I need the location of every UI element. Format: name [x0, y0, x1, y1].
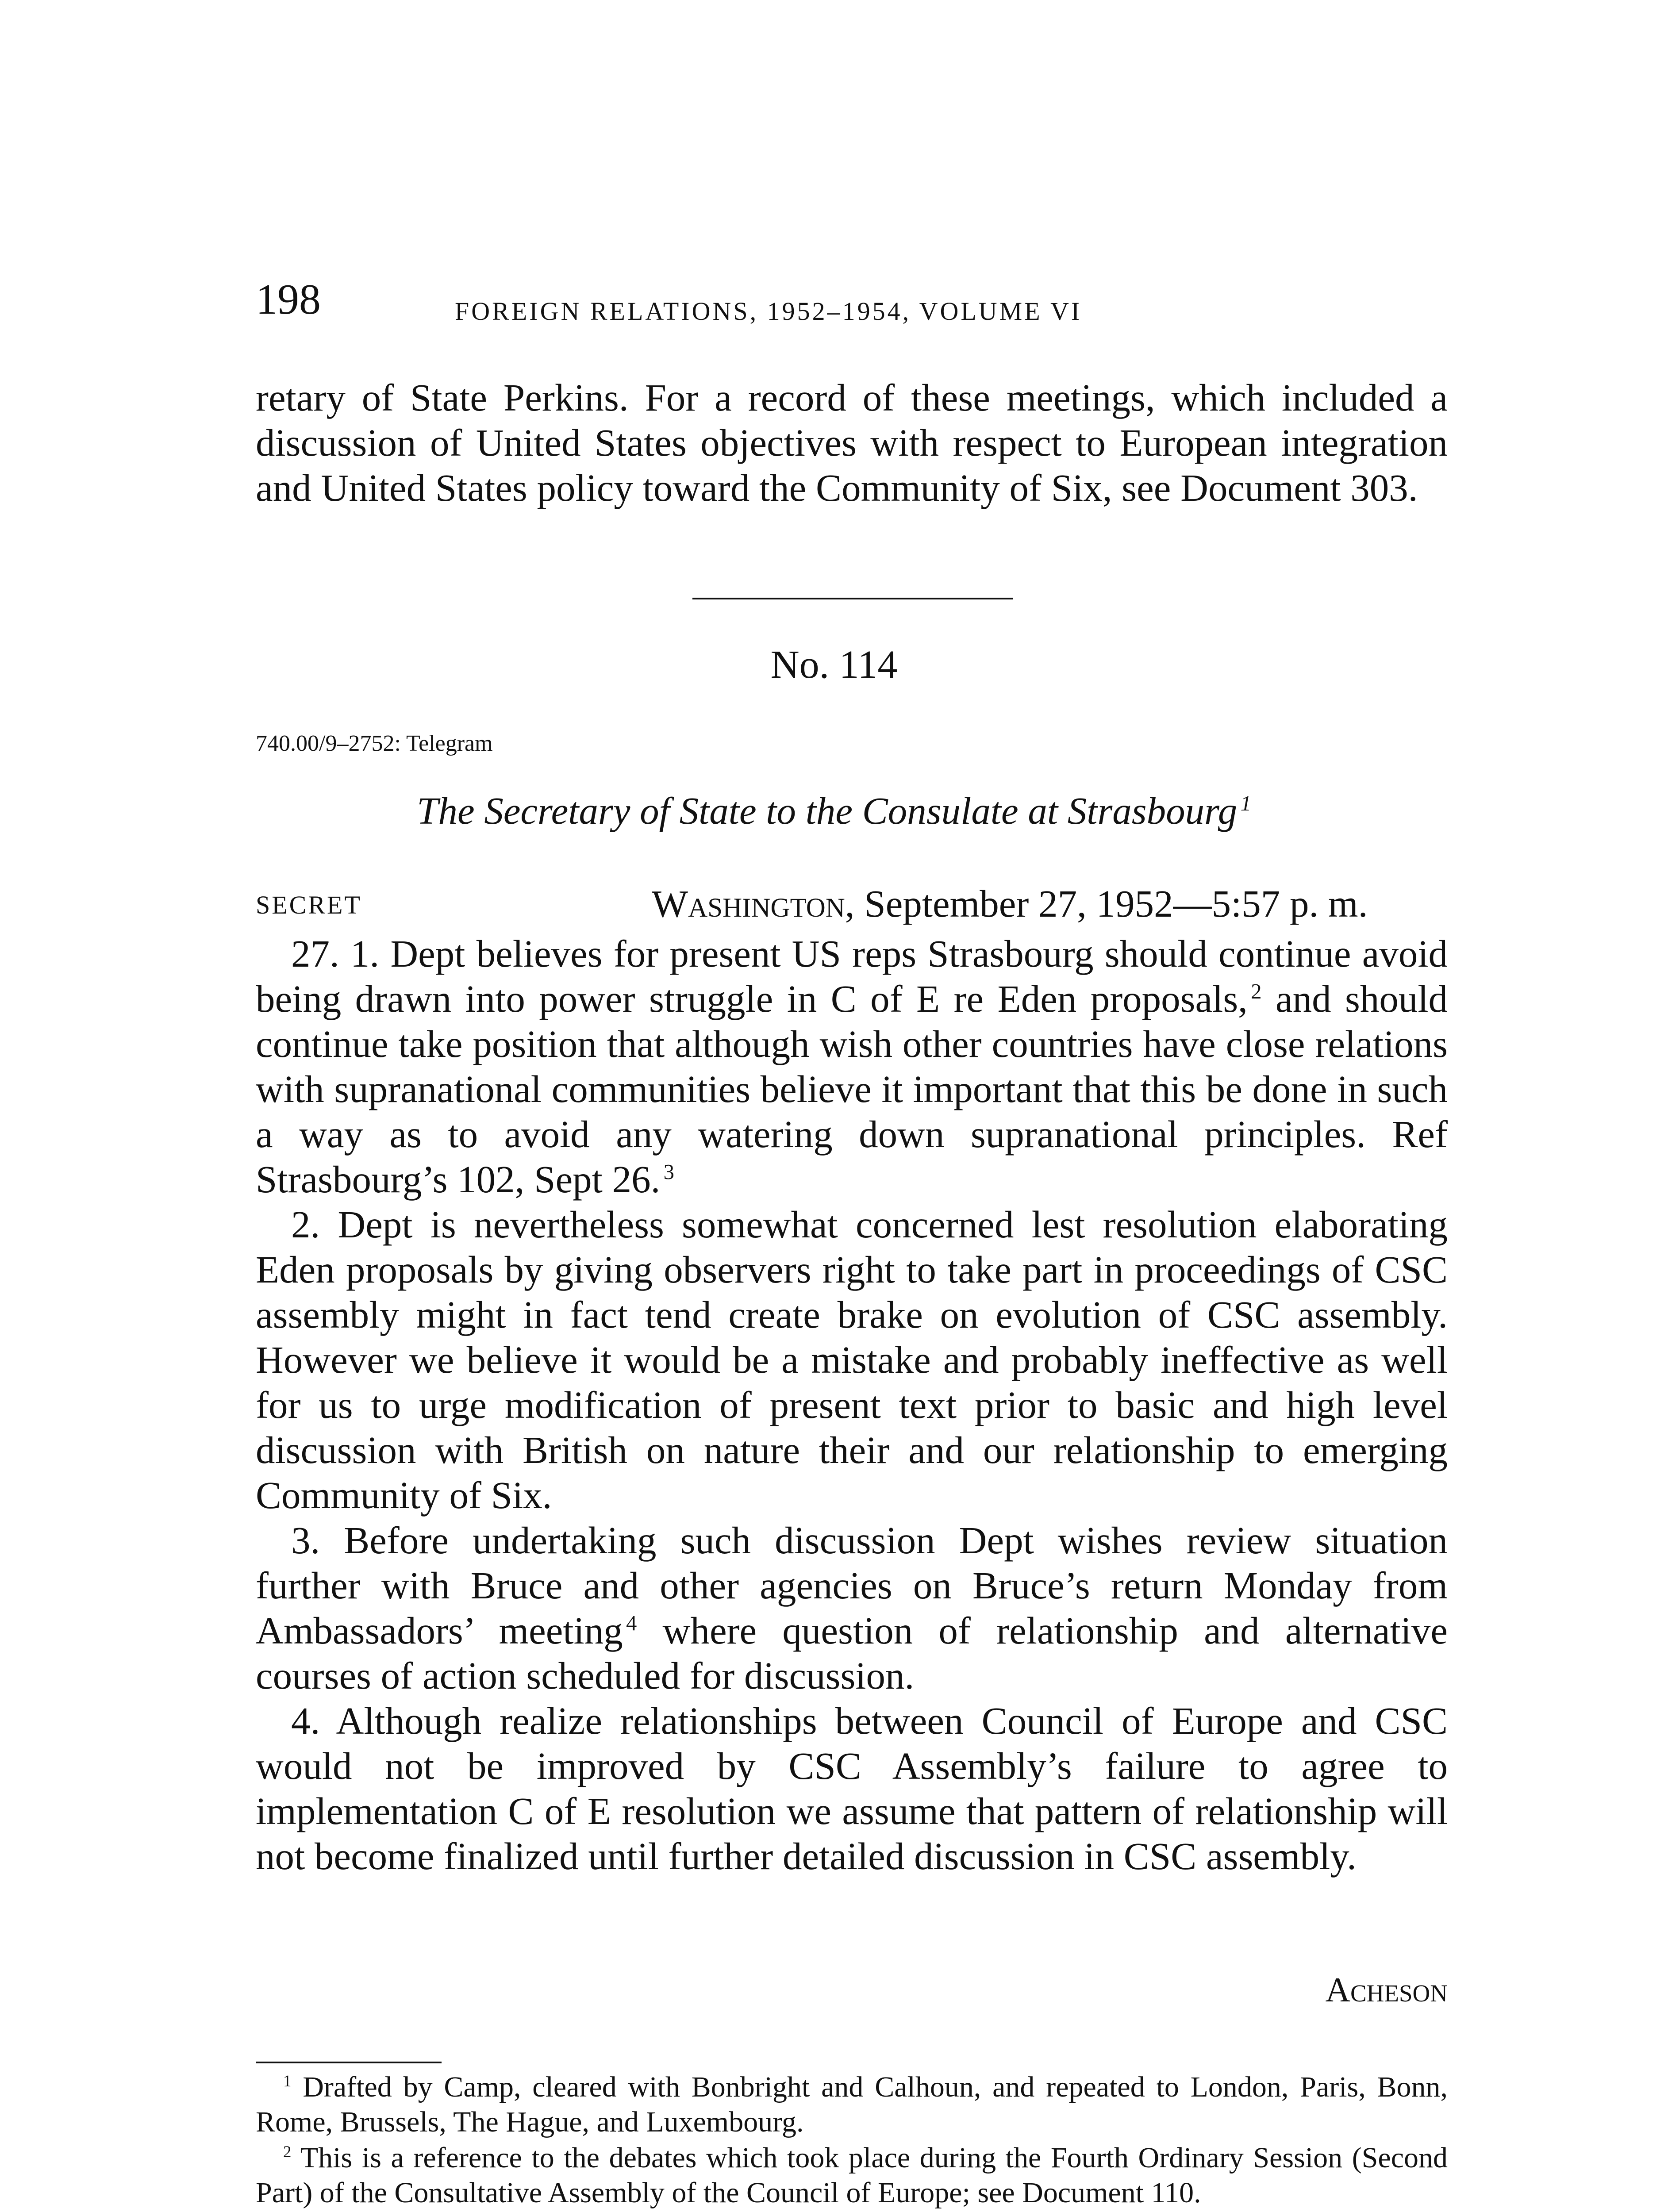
- paragraph-1-lead: 27. 1. Dept believes for present US reps Strasbourg should continue avoid being drawn into power struggle in C of E re Eden proposals,: [256, 932, 1448, 1020]
- footnote-divider: [256, 2062, 442, 2063]
- footnotes: [256, 2070, 1448, 2212]
- dateline-place: Washington: [652, 882, 845, 925]
- paragraph-3-tail: where question of relationship and alternative courses of action scheduled for discussion.: [256, 1609, 1448, 1697]
- document-title: [0, 791, 1668, 830]
- dateline: [652, 884, 1368, 923]
- document-number: No. 114: [770, 643, 898, 687]
- footnote-2: [256, 2140, 1448, 2210]
- dateline-date: , September 27, 1952—5:57 p. m.: [845, 882, 1368, 925]
- footnote-text: Drafted by Camp, cleared with Bonbright and Calhoun, and repeated to London, Paris, Bonn, Rome, Brussels, The Hague, and Luxembourg.: [256, 2071, 1448, 2138]
- document-title-text: The Secretary of State to the Consulate at Strasbourg: [417, 789, 1238, 832]
- footnote-ref-4[interactable]: 4: [626, 1611, 637, 1635]
- paragraph-1-mid: and should continue take position that although wish other countries have close relations with supranational communities believe it important that this be done in such a way as to avoid any watering down supranational principles. Ref Strasbourg’s 102, Sept 26.: [256, 977, 1448, 1201]
- file-reference: 740.00/9–2752: Telegram: [256, 731, 493, 756]
- footnote-ref-2[interactable]: 2: [1251, 979, 1262, 1003]
- footnote-ref-3[interactable]: 3: [663, 1160, 674, 1184]
- footnote-marker: 2: [283, 2143, 292, 2161]
- signature: Acheson: [1325, 1970, 1448, 2009]
- running-head: FOREIGN RELATIONS, 1952–1954, VOLUME VI: [455, 297, 1082, 326]
- footnote-ref-1[interactable]: 1: [1240, 791, 1251, 815]
- paragraph-3: [256, 1518, 1448, 1698]
- paragraph-4: 4. Although realize relationships between Council of Europe and CSC would not be improved by CSC Assembly’s failure to agree to implementation C of E resolution we assume that pattern of relationship will not become finalized until further detailed discussion in CSC assembly.: [256, 1699, 1448, 1878]
- footnote-marker: 1: [283, 2072, 292, 2090]
- classification-marking: SECRET: [256, 891, 362, 919]
- telegram-body: [256, 931, 1448, 1879]
- paragraph-1: [256, 931, 1448, 1202]
- continuation-text: retary of State Perkins. For a record of these meetings, which included a discussion of United States objectives with respect to European integration and United States policy toward the Community of Six, see Document 303.: [256, 376, 1448, 509]
- section-divider: [692, 598, 1013, 599]
- footnote-1: [256, 2070, 1448, 2139]
- page-number: 198: [256, 276, 321, 323]
- paragraph-2: 2. Dept is nevertheless somewhat concerned lest resolution elaborating Eden proposals by giving observers right to take part in proceedings of CSC assembly might in fact tend create brake on evolution of CSC assembly. However we believe it would be a mistake and probably ineffective as well for us to urge modification of present text prior to basic and high level discussion with British on nature their and our relationship to emerging Community of Six.: [256, 1203, 1448, 1517]
- footnote-text: This is a reference to the debates which took place during the Fourth Ordinary Session (Second Part) of the Consultative Assembly of the Council of Europe; see Document 110.: [256, 2142, 1448, 2209]
- continuation-paragraph: [256, 375, 1448, 511]
- paragraph-3-lead: 3. Before undertaking such discussion Dept wishes review situation further with Bruce and other agencies on Bruce’s return Monday from Ambassadors’ meeting: [256, 1519, 1448, 1652]
